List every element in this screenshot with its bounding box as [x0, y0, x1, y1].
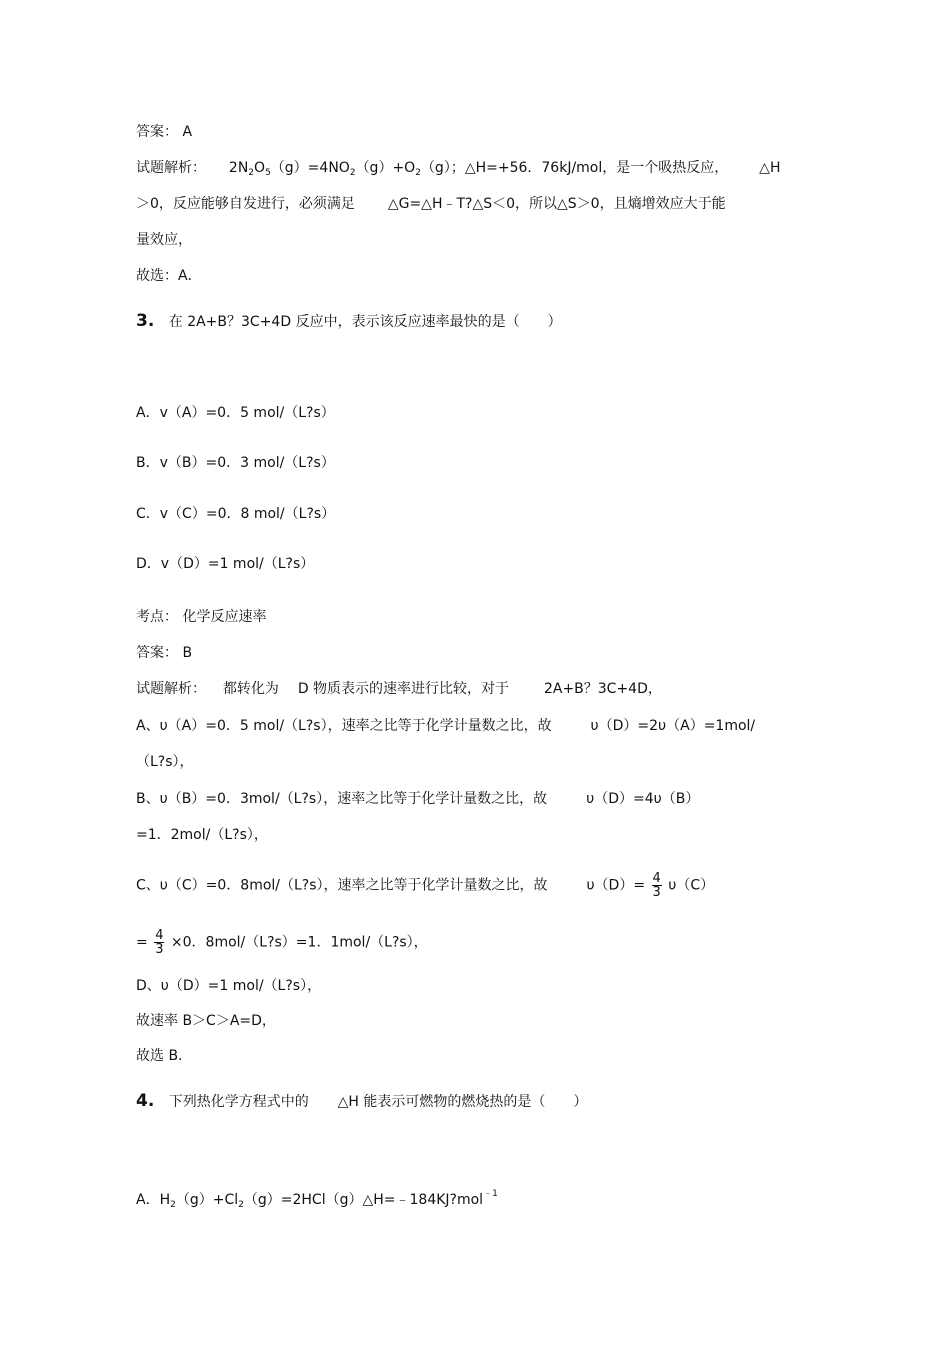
fraction-four-thirds: $\frac{4}{3}$ — [155, 928, 164, 957]
q2-answer-line — [136, 122, 192, 142]
answer-label: 答案： — [136, 124, 178, 140]
analysis-label: 试题解析： — [136, 681, 206, 697]
q3-analysis-c-2: = $\frac{4}{3}$ ×0．8mol/（L?s）=1．1mol/（L?s）， — [136, 928, 428, 957]
analysis-label: 试题解析： — [136, 160, 206, 176]
q3-analysis-a-1: A、υ（A）=0．5 mol/（L?s），速率之比等于化学计量数之比，故 υ（D）=2υ（A）=1mol/ — [136, 718, 756, 734]
q3-option-c: C．v（C）=0．8 mol/（L?s） — [136, 506, 336, 522]
topic-value: 化学反应速率 — [182, 609, 267, 625]
q3-analysis-d: D、υ（D）=1 mol/（L?s）， — [136, 978, 322, 994]
answer-value: B — [182, 645, 193, 661]
answer-label: 答案： — [136, 645, 178, 661]
q2-analysis-line-3: 量效应， — [136, 232, 192, 248]
question-number: 3. — [136, 311, 155, 331]
q3-compare: 故速率 B＞C＞A=D， — [136, 1013, 276, 1029]
q3-stem — [136, 311, 562, 331]
q4-stem: 4. 下列热化学方程式中的 △H 能表示可燃物的燃烧热的是（ ） — [136, 1091, 588, 1111]
q3-analysis-b-2: =1．2mol/（L?s）， — [136, 827, 268, 843]
q4-option-a: A．$H_2(g)+Cl_2(g)=2HCl(g)\triangle H=﹣184KJ?mol^{﹣1}$ — [136, 1189, 498, 1210]
q3-topic-line — [136, 607, 266, 627]
q3-choice: 故选 B． — [136, 1048, 193, 1064]
q3-analysis-b-1: B、υ（B）=0．3mol/（L?s），速率之比等于化学计量数之比，故 υ（D）=4υ（B） — [136, 791, 700, 807]
q3-analysis-a-2: （L?s）， — [136, 754, 194, 770]
q3-option-b: B．v（B）=0．3 mol/（L?s） — [136, 455, 335, 471]
q3-analysis-intro: 试题解析： 都转化为 D 物质表示的速率进行比较，对于 2A+B？3C+4D， — [136, 681, 662, 697]
q2-analysis-line-1: 试题解析： $2N_2O_5(g)=4NO_2(g)+O_2(g)$；△H=+56．76kJ/mol，是一个吸热反应， △H — [136, 160, 781, 178]
fraction-four-thirds: $\frac{4}{3}$ — [652, 871, 661, 900]
q2-choice: 故选：A． — [136, 268, 202, 284]
answer-value: A — [182, 124, 193, 140]
q3-analysis-c-1: C、υ（C）=0．8mol/（L?s），速率之比等于化学计量数之比，故 υ（D）= $\frac{4}{3}$ υ（C） — [136, 871, 715, 900]
question-text: 在 2A+B？3C+4D 反应中，表示该反应速率最快的是（ ） — [168, 314, 562, 330]
q3-option-a: A．v（A）=0．5 mol/（L?s） — [136, 405, 335, 421]
question-number: 4. — [136, 1091, 155, 1111]
topic-label: 考点： — [136, 609, 178, 625]
q3-answer-line — [136, 643, 192, 663]
q3-option-d: D．v（D）=1 mol/（L?s） — [136, 556, 315, 572]
q2-analysis-line-2: ＞0，反应能够自发进行，必须满足 △G=△H﹣T?△S＜0，所以△S＞0，且熵增效应大于能 — [136, 196, 726, 212]
